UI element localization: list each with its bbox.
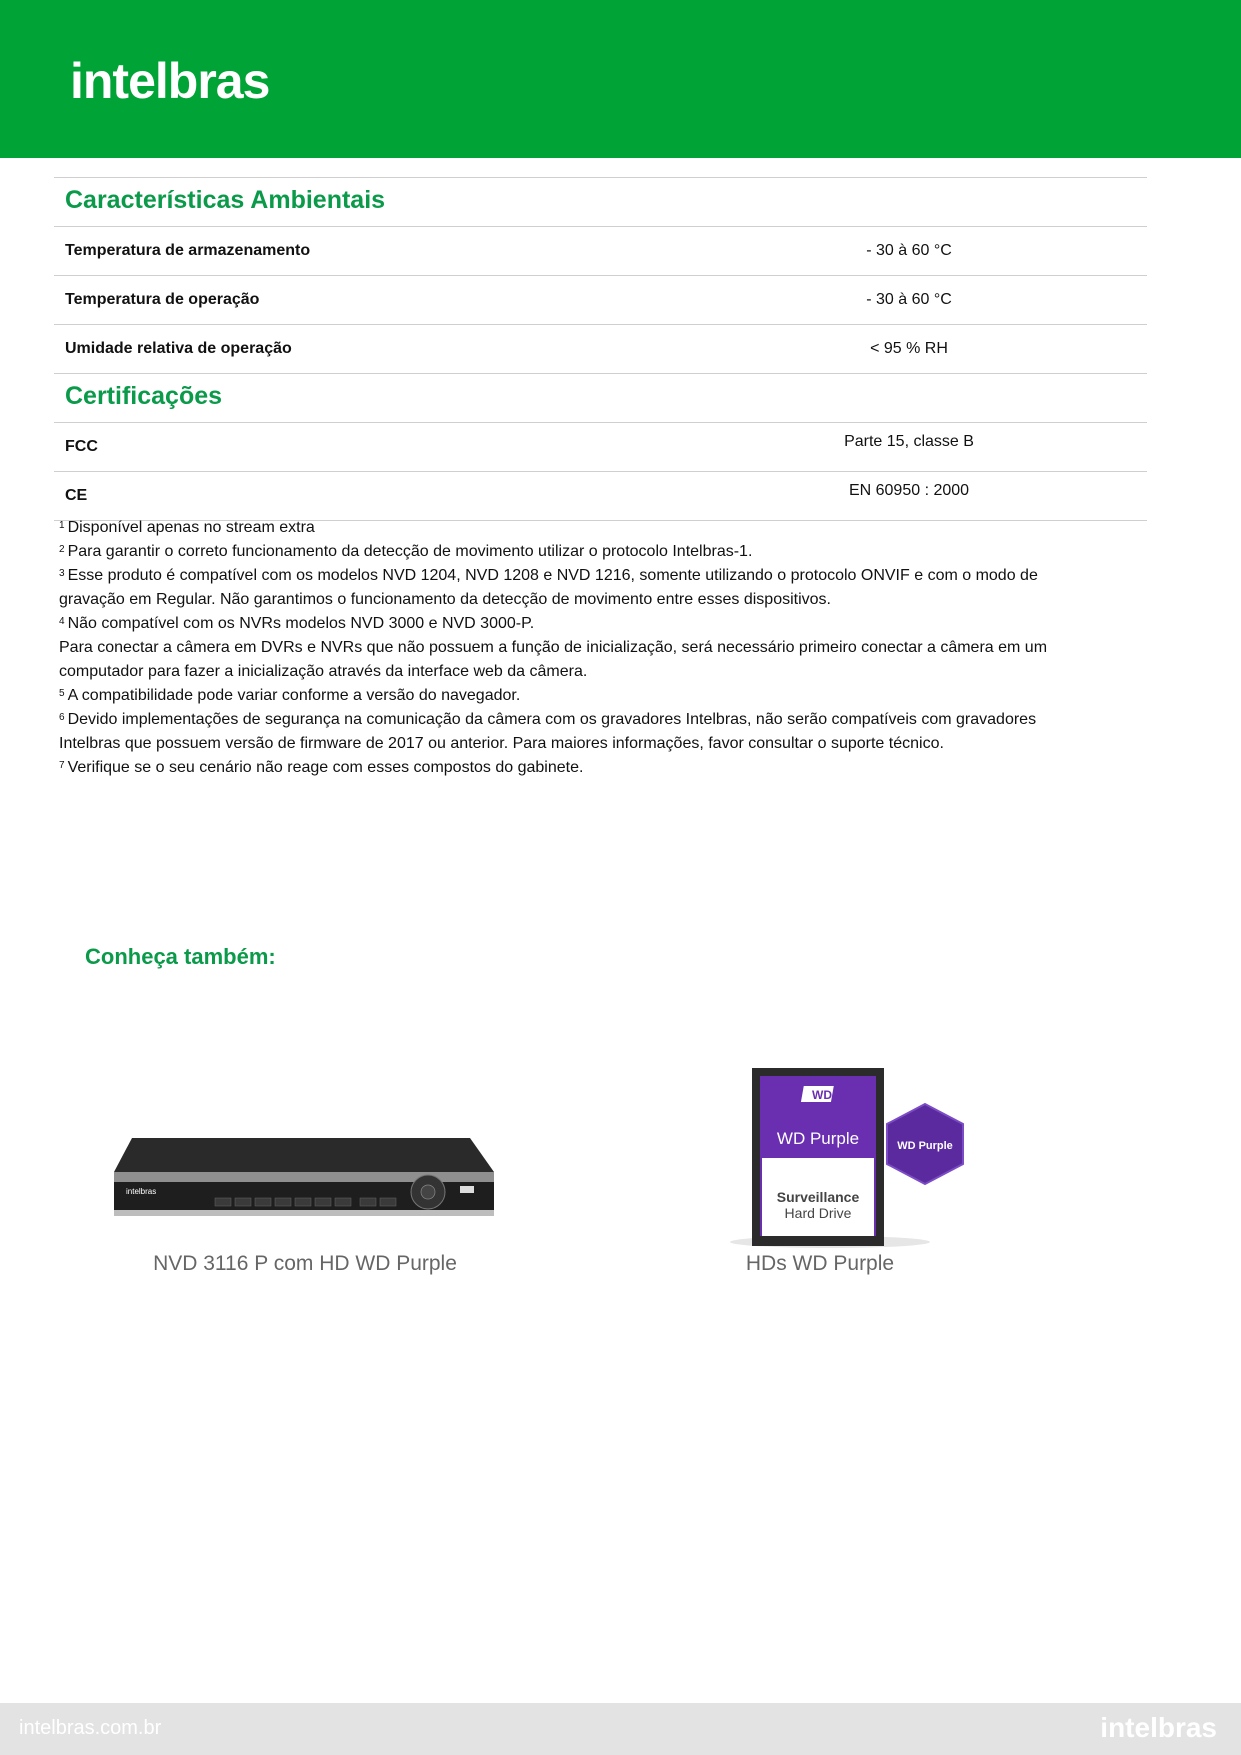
spec-row — [54, 275, 1147, 324]
wd-line-label: WD Purple — [776, 1129, 860, 1148]
section-title-env: Características Ambientais — [65, 186, 386, 214]
footnote-text: Para conectar a câmera em DVRs e NVRs que não possuem a função de inicialização, será necessário primeiro conectar a câmera em um computador para fazer a inicialização através da interface web da câmera. — [59, 639, 1048, 680]
section-title-cert: Certificações — [65, 382, 223, 410]
wd-type-line1: Surveillance — [776, 1189, 860, 1205]
footnote-marker: 5 — [59, 688, 65, 699]
footnote-text: Para garantir o correto funcionamento da detecção de movimento utilizar o protocolo Intelbras-1. — [67, 543, 753, 560]
footnote-marker: 6 — [59, 712, 65, 723]
spec-value: < 95 % RH — [870, 340, 948, 357]
footer-logo: intelbras — [1100, 1712, 1217, 1743]
section-header-env — [54, 177, 1147, 226]
spec-label: FCC — [65, 438, 98, 455]
product-caption: HDs WD Purple — [745, 1252, 895, 1275]
footnote-marker: 7 — [59, 760, 65, 771]
see-also-title: Conheça também: — [85, 944, 276, 969]
spec-value: - 30 à 60 °C — [866, 291, 952, 308]
footnote-text: Disponível apenas no stream extra — [67, 519, 315, 536]
header-banner — [0, 0, 1241, 158]
section-header-cert — [54, 373, 1147, 422]
spec-row — [54, 226, 1147, 275]
spec-row — [54, 324, 1147, 373]
spec-value: Parte 15, classe B — [844, 433, 974, 450]
footnote-text: Verifique se o seu cenário não reage com esses compostos do gabinete. — [67, 759, 584, 776]
footnote-text: A compatibilidade pode variar conforme a versão do navegador. — [67, 687, 521, 704]
spec-label: Umidade relativa de operação — [65, 340, 292, 357]
wd-brand-label: WD — [812, 1088, 832, 1102]
footnote — [59, 708, 1079, 756]
product-nvr[interactable] — [110, 1130, 500, 1280]
footnote — [59, 684, 1079, 708]
footnote-marker: 4 — [59, 616, 65, 627]
footnote — [59, 564, 1079, 612]
product-caption: NVD 3116 P com HD WD Purple — [153, 1252, 457, 1275]
footer-url-link[interactable]: intelbras.com.br — [19, 1717, 162, 1739]
footnote — [59, 540, 1079, 564]
footnote-marker: 1 — [59, 520, 65, 531]
nvr-device-logo: intelbras — [126, 1187, 157, 1196]
footnote-text: Devido implementações de segurança na comunicação da câmera com os gravadores Intelbras, não serão compatíveis com gravadores Intelbras que possuem versão de firmware de 2017 ou anterior. Para maiores informações, favor consultar o suporte técnico. — [59, 711, 1037, 752]
footnote-marker: 3 — [59, 568, 65, 579]
footer-bar — [0, 1703, 1241, 1755]
spec-row — [54, 422, 1147, 471]
footnote — [59, 756, 1079, 780]
spec-label: CE — [65, 487, 88, 504]
intelbras-logo: intelbras — [70, 53, 270, 109]
spec-value: EN 60950 : 2000 — [848, 482, 970, 499]
footnote-marker: 2 — [59, 544, 65, 555]
wd-badge-label: WD Purple — [897, 1140, 953, 1152]
footnote — [59, 612, 1079, 636]
product-wd-purple[interactable] — [720, 1062, 980, 1280]
footnote — [59, 516, 1079, 540]
footnote-text: Esse produto é compatível com os modelos NVD 1204, NVD 1208 e NVD 1216, somente utilizando o protocolo ONVIF e com o modo de gravação em Regular. Não garantimos o funcionamento da detecção de movimento entre esses dispositivos. — [59, 567, 1038, 608]
wd-purple-hd-image — [720, 1062, 980, 1252]
footnotes — [59, 516, 1079, 780]
footnote-text: Não compatível com os NVRs modelos NVD 3000 e NVD 3000-P. — [67, 615, 535, 632]
nvr-device-image — [110, 1130, 500, 1230]
footnote — [59, 636, 1079, 684]
spec-label: Temperatura de armazenamento — [65, 242, 311, 259]
spec-table — [54, 177, 1147, 521]
wd-type-line2: Hard Drive — [784, 1205, 852, 1221]
spec-row — [54, 471, 1147, 521]
spec-label: Temperatura de operação — [65, 291, 260, 308]
spec-value: - 30 à 60 °C — [866, 242, 952, 259]
